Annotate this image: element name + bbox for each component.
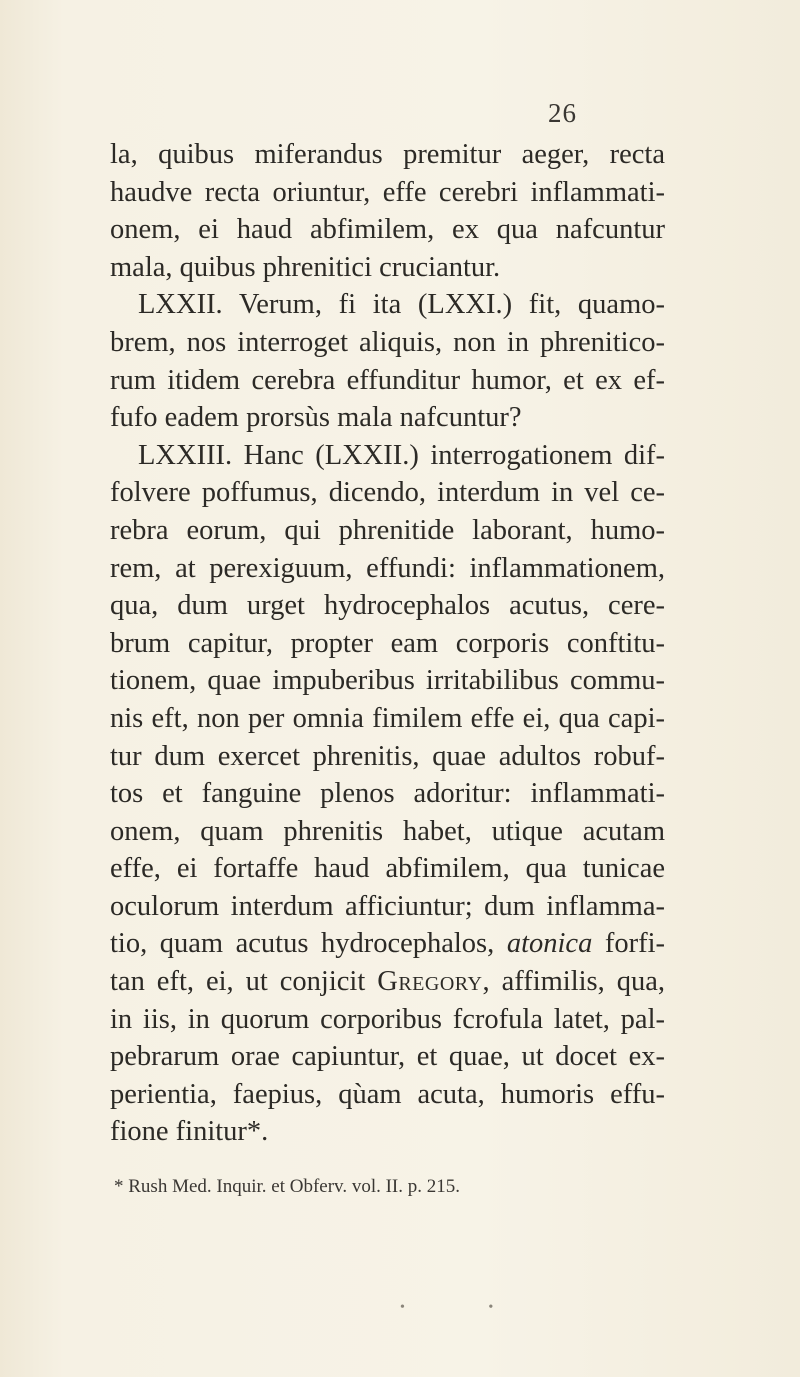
text-fragment: tio, quam acutus hydrocephalos, bbox=[110, 928, 495, 960]
text-fragment: forfi- bbox=[604, 928, 666, 960]
text-line: onem, ei haud abfimilem, ex qua nafcuntur bbox=[110, 214, 665, 246]
text-line: tionem, quae impuberibus irritabilibus commu- bbox=[110, 665, 665, 697]
text-line: fione finitur*. bbox=[110, 1116, 269, 1148]
text-line: in iis, in quorum corporibus fcrofula latet, pal- bbox=[110, 1003, 665, 1035]
text-line: brum capitur, propter eam corporis conftitu- bbox=[110, 627, 665, 659]
text-fragment: tan eft, ei, ut conjicit bbox=[110, 966, 366, 998]
text-line: nis eft, non per omnia fimilem effe ei, qua capi- bbox=[110, 702, 665, 734]
text-line: la, quibus miferandus premitur aeger, recta bbox=[110, 139, 665, 170]
text-line: onem, quam phrenitis habet, utique acutam bbox=[110, 815, 665, 847]
text-line: brem, nos interroget aliquis, non in phrenitico- bbox=[110, 326, 665, 358]
footnote: * Rush Med. Inquir. et Obferv. vol. II. p. 215. bbox=[114, 1176, 460, 1197]
page-number: 26 bbox=[548, 98, 577, 128]
text-line-mixed bbox=[110, 963, 665, 1001]
text-line: oculorum interdum afficiuntur; dum inflamma- bbox=[110, 890, 665, 922]
text-fragment: , affimilis, qua, bbox=[482, 966, 666, 998]
section-line: LXXIII. Hanc (LXXII.) interrogationem dif- bbox=[138, 439, 665, 471]
italic-word: atonica bbox=[506, 928, 593, 960]
text-line: tur dum exercet phrenitis, quae adultos robuf- bbox=[110, 740, 665, 772]
text-line: rebra eorum, qui phrenitide laborant, humo- bbox=[110, 514, 665, 546]
text-line: haudve recta oriuntur, effe cerebri inflammati- bbox=[110, 176, 665, 208]
text-line: perientia, faepius, qùam acuta, humoris effu- bbox=[110, 1078, 665, 1110]
text-line: tos et fanguine plenos adoritur: inflammati- bbox=[110, 778, 665, 810]
small-caps-name: Gregory bbox=[377, 966, 483, 998]
text-line: pebrarum orae capiuntur, et quae, ut docet ex- bbox=[110, 1041, 665, 1073]
text-line: folvere poffumus, dicendo, interdum in vel ce- bbox=[110, 477, 665, 509]
text-line: rum itidem cerebra effunditur humor, et ex ef- bbox=[110, 364, 665, 396]
text-line: effe, ei fortaffe haud abfimilem, qua tunicae bbox=[110, 853, 665, 885]
text-line: fufo eadem prorsùs mala nafcuntur? bbox=[110, 402, 522, 434]
text-line-mixed bbox=[110, 925, 665, 963]
text-line: rem, at perexiguum, effundi: inflammationem, bbox=[110, 552, 665, 584]
body-text bbox=[110, 136, 665, 1151]
printing-specks: • • bbox=[400, 1300, 534, 1315]
text-line: mala, quibus phrenitici cruciantur. bbox=[110, 251, 501, 283]
section-line: LXXII. Verum, fi ita (LXXI.) fit, quamo- bbox=[138, 289, 665, 321]
text-line: qua, dum urget hydrocephalos acutus, cere- bbox=[110, 590, 665, 622]
